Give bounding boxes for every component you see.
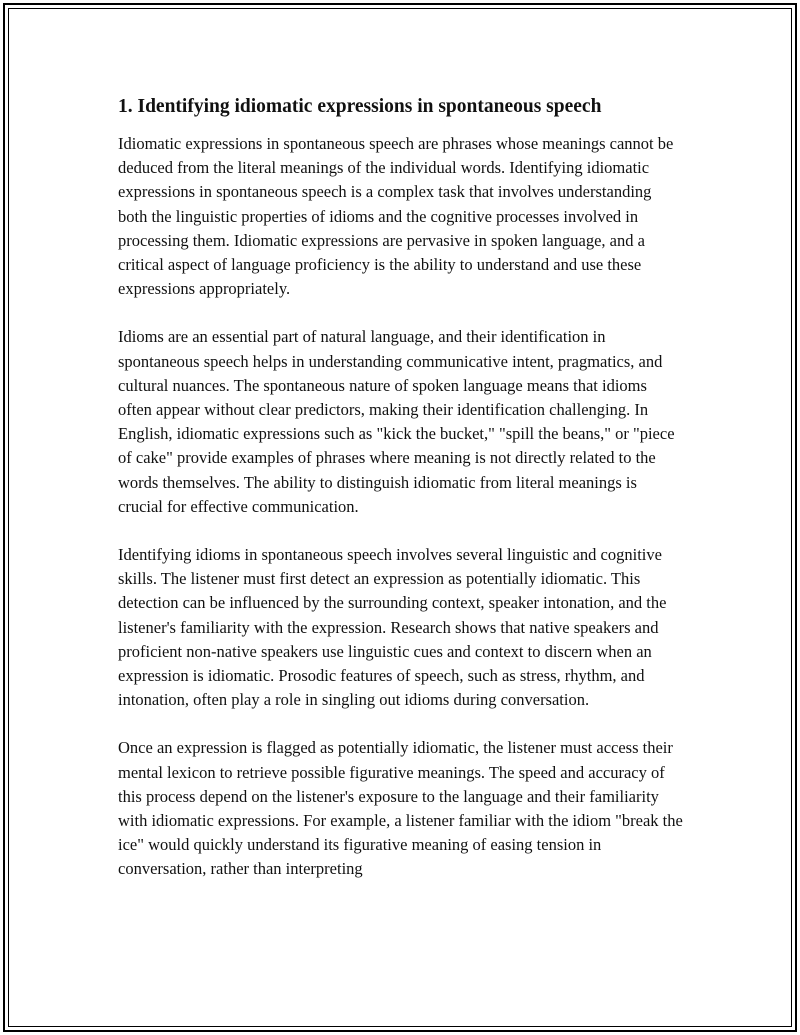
paragraph-4: Once an expression is flagged as potentially idiomatic, the listener must access their mental lexicon to retrieve possible figurative meanings. The speed and accuracy of this process depend on the listener's exposure to the language and their familiarity with idiomatic expressions. For example, a listener familiar with the idiom "break the ice" would quickly understand its figurative meaning of easing tension in conversation, rather than interpreting: [118, 738, 683, 879]
paragraph-2: Idioms are an essential part of natural language, and their identification in spontaneous speech helps in understanding communicative intent, pragmatics, and cultural nuances. The spontaneous nature of spoken language means that idioms often appear without clear predictors, making their identification challenging. In English, idiomatic expressions such as "kick the bucket," "spill the beans," or "piece of cake" provide examples of phrases where meaning is not directly related to the words themselves. The ability to distinguish idiomatic from literal meanings is crucial for effective communication.: [118, 327, 675, 516]
paragraph-1: Idiomatic expressions in spontaneous speech are phrases whose meanings cannot be deduced from the literal meanings of the individual words. Identifying idiomatic expressions in spontaneous speech is a complex task that involves understanding both the linguistic properties of idioms and the cognitive processes involved in processing them. Idiomatic expressions are pervasive in spoken language, and a critical aspect of language proficiency is the ability to understand and use these expressions appropriately.: [118, 134, 674, 299]
section-heading: 1. Identifying idiomatic expressions in spontaneous speech: [118, 96, 602, 117]
paragraph-3: Identifying idioms in spontaneous speech involves several linguistic and cognitive skills. The listener must first detect an expression as potentially idiomatic. This detection can be influenced by the surrounding context, speaker intonation, and the listener's familiarity with the expression. Research shows that native speakers and proficient non-native speakers use linguistic cues and context to discern when an expression is idiomatic. Prosodic features of speech, such as stress, rhythm, and intonation, often play a role in singling out idioms during conversation.: [118, 545, 667, 710]
document-body: [118, 94, 684, 906]
